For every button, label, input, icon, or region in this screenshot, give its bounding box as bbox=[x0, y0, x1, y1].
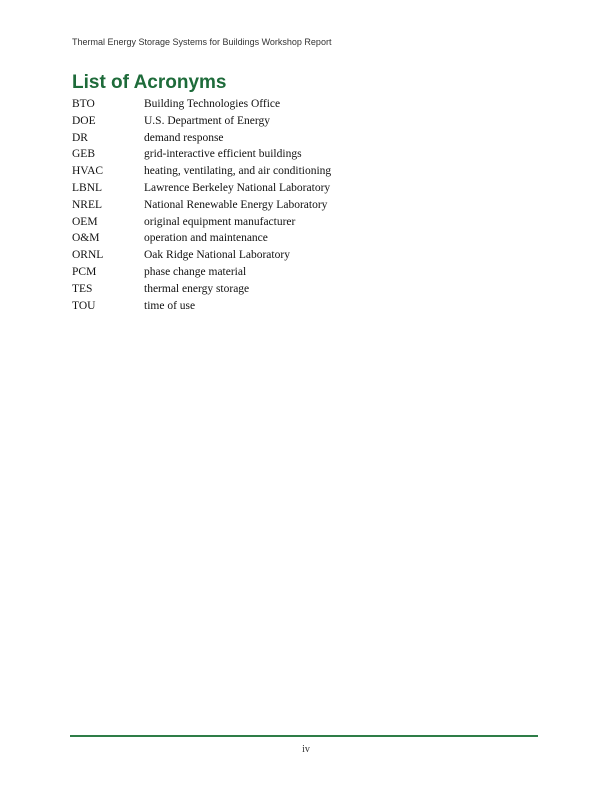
acronym-definition: Building Technologies Office bbox=[144, 98, 281, 110]
acronym-term: HVAC bbox=[72, 165, 104, 178]
acronym-list bbox=[72, 96, 472, 314]
acronym-term: O&M bbox=[72, 232, 100, 245]
list-item bbox=[72, 214, 472, 231]
page-number: iv bbox=[302, 744, 310, 755]
acronym-definition: time of use bbox=[144, 299, 196, 312]
acronym-definition: operation and maintenance bbox=[144, 232, 268, 245]
acronym-definition: Oak Ridge National Laboratory bbox=[144, 249, 290, 262]
list-item bbox=[72, 247, 472, 264]
list-item bbox=[72, 230, 472, 247]
list-item bbox=[72, 96, 472, 113]
list-item bbox=[72, 197, 472, 214]
acronym-definition: heating, ventilating, and air conditioning bbox=[144, 165, 332, 178]
list-item bbox=[72, 180, 472, 197]
acronym-term: TES bbox=[72, 282, 93, 295]
list-item bbox=[72, 281, 472, 298]
acronym-term: DR bbox=[72, 131, 88, 144]
list-item bbox=[72, 298, 472, 315]
running-header: Thermal Energy Storage Systems for Buildings Workshop Report bbox=[72, 37, 332, 47]
acronym-definition: National Renewable Energy Laboratory bbox=[144, 198, 328, 211]
acronym-definition: grid-interactive efficient buildings bbox=[144, 148, 302, 161]
acronym-term: DOE bbox=[72, 114, 96, 127]
list-item bbox=[72, 113, 472, 130]
list-item bbox=[72, 146, 472, 163]
acronym-term: ORNL bbox=[72, 249, 104, 262]
acronym-term: PCM bbox=[72, 265, 97, 278]
acronym-term: TOU bbox=[72, 299, 96, 312]
acronym-term: LBNL bbox=[72, 181, 103, 194]
acronym-definition: thermal energy storage bbox=[144, 282, 250, 295]
list-item bbox=[72, 163, 472, 180]
list-item bbox=[72, 264, 472, 281]
page-title: List of Acronyms bbox=[72, 72, 227, 93]
acronym-definition: U.S. Department of Energy bbox=[144, 114, 270, 127]
acronym-definition: phase change material bbox=[144, 265, 247, 278]
acronym-term: GEB bbox=[72, 148, 95, 161]
acronym-term: NREL bbox=[72, 198, 103, 211]
acronym-term: OEM bbox=[72, 215, 98, 228]
list-item bbox=[72, 130, 472, 147]
acronym-term: BTO bbox=[72, 98, 95, 110]
acronym-definition: original equipment manufacturer bbox=[144, 215, 296, 228]
acronym-definition: Lawrence Berkeley National Laboratory bbox=[144, 181, 331, 194]
acronym-definition: demand response bbox=[144, 131, 224, 144]
footer-divider bbox=[70, 735, 538, 737]
